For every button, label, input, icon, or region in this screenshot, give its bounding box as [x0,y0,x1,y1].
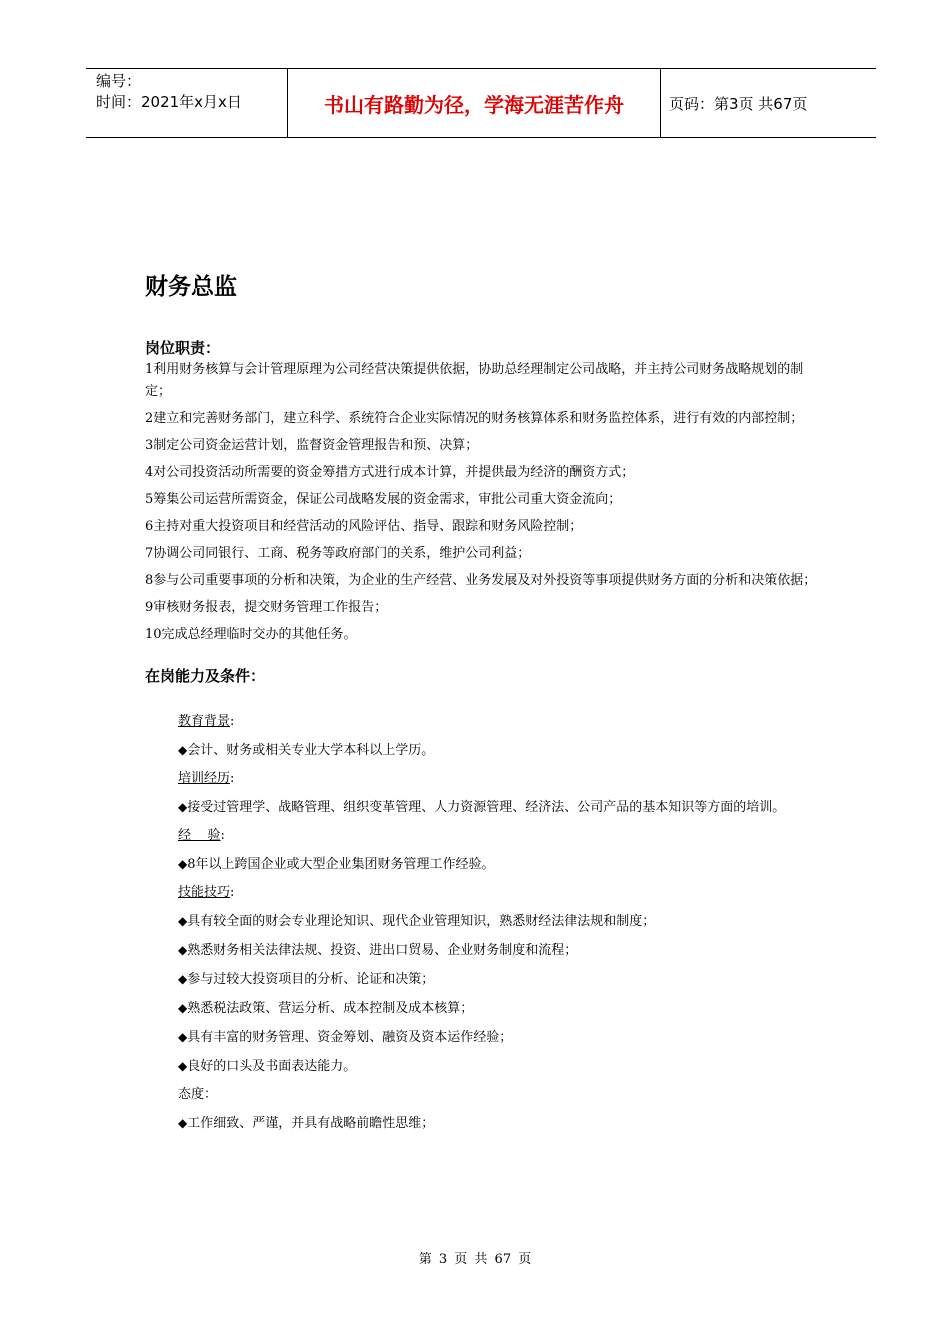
duties-heading: 岗位职责： [145,339,221,357]
diamond-bullet-icon: ◆ [178,743,188,757]
bullet-text: 具有丰富的财务管理、资金筹划、融资及资本运作经验； [187,1030,513,1045]
diamond-bullet-icon: ◆ [178,1116,188,1130]
bullet-text: 接受过管理学、战略管理、组织变革管理、人力资源管理、经济法、公司产品的基本知识等方面的培训。 [187,800,786,815]
header-meta [96,71,286,113]
bullet-text: 参与过较大投资项目的分析、论证和决策； [187,972,435,987]
bullet-text: 8年以上跨国企业或大型企业集团财务管理工作经验。 [187,857,495,872]
diamond-bullet-icon: ◆ [178,1059,188,1073]
training-label: 培训经历: [178,771,235,786]
bullet-item [145,796,825,819]
skills-list [145,910,825,1078]
page-footer: 第 3 页 共 67 页 [418,1252,532,1267]
experience-label: 经 验: [178,828,225,843]
education-label: 教育背景: [178,714,235,729]
bullet-text: 工作细致、严谨，并具有战略前瞻性思维； [187,1116,435,1131]
bullet-item [145,739,825,762]
education-list [145,739,825,762]
duty-item: 9审核财务报表，提交财务管理工作报告； [145,600,388,615]
experience-list [145,853,825,876]
bullet-item [145,853,825,876]
diamond-bullet-icon: ◆ [178,914,188,928]
qualifications-heading: 在岗能力及条件： [145,667,266,685]
document-header [86,68,876,138]
header-page-info: 页码：第3页 共67页 [669,94,808,113]
duty-item: 5筹集公司运营所需资金，保证公司战略发展的资金需求，审批公司重大资金流向； [145,492,622,507]
skills-label: 技能技巧: [178,885,235,900]
duty-item: 2建立和完善财务部门，建立科学、系统符合企业实际情况的财务核算体系和财务监控体系，进行有效的内部控制； [145,411,804,426]
bullet-text: 熟悉税法政策、营运分析、成本控制及成本核算； [187,1001,474,1016]
bullet-item [145,1026,825,1049]
diamond-bullet-icon: ◆ [178,1030,188,1044]
duty-item: 7协调公司同银行、工商、税务等政府部门的关系，维护公司利益； [145,546,531,561]
bullet-item [145,968,825,991]
duty-item: 4对公司投资活动所需要的资金筹措方式进行成本计算，并提供最为经济的酬资方式； [145,465,635,480]
bullet-item [145,910,825,933]
bullet-text: 具有较全面的财会专业理论知识、现代企业管理知识，熟悉财经法律法规和制度； [187,914,656,929]
bullet-item [145,939,825,962]
diamond-bullet-icon: ◆ [178,1001,188,1015]
diamond-bullet-icon: ◆ [178,972,188,986]
duty-item: 1利用财务核算与会计管理原理为公司经营决策提供依据，协助总经理制定公司战略，并主持公司财务战略规划的制定； [145,362,804,399]
bullet-text: 良好的口头及书面表达能力。 [187,1059,357,1074]
diamond-bullet-icon: ◆ [178,943,188,957]
bullet-text: 熟悉财务相关法律法规、投资、进出口贸易、企业财务制度和流程； [187,943,578,958]
header-number-label: 编号： [96,72,142,90]
bullet-text: 会计、财务或相关专业大学本科以上学历。 [187,743,435,758]
diamond-bullet-icon: ◆ [178,800,188,814]
training-list [145,796,825,819]
page-title: 财务总监 [145,274,237,300]
document-body [145,337,825,1141]
duty-item: 10完成总经理临时交办的其他任务。 [145,627,357,642]
bullet-item [145,1055,825,1078]
bullet-item [145,1112,825,1135]
header-time: 时间：2021年x月x日 [96,93,242,111]
duty-item: 6主持对重大投资项目和经营活动的风险评估、指导、跟踪和财务风险控制； [145,519,583,534]
header-divider [660,69,661,137]
duty-item: 3制定公司资金运营计划，监督资金管理报告和预、决算； [145,438,479,453]
header-motto: 书山有路勤为径，学海无涯苦作舟 [324,92,624,117]
duties-list [145,359,825,646]
duty-item: 8参与公司重要事项的分析和决策，为企业的生产经营、业务发展及对外投资等事项提供财务方面的分析和决策依据； [145,573,817,588]
attitude-list [145,1112,825,1135]
attitude-label: 态度： [178,1087,218,1102]
diamond-bullet-icon: ◆ [178,857,188,871]
bullet-item [145,997,825,1020]
